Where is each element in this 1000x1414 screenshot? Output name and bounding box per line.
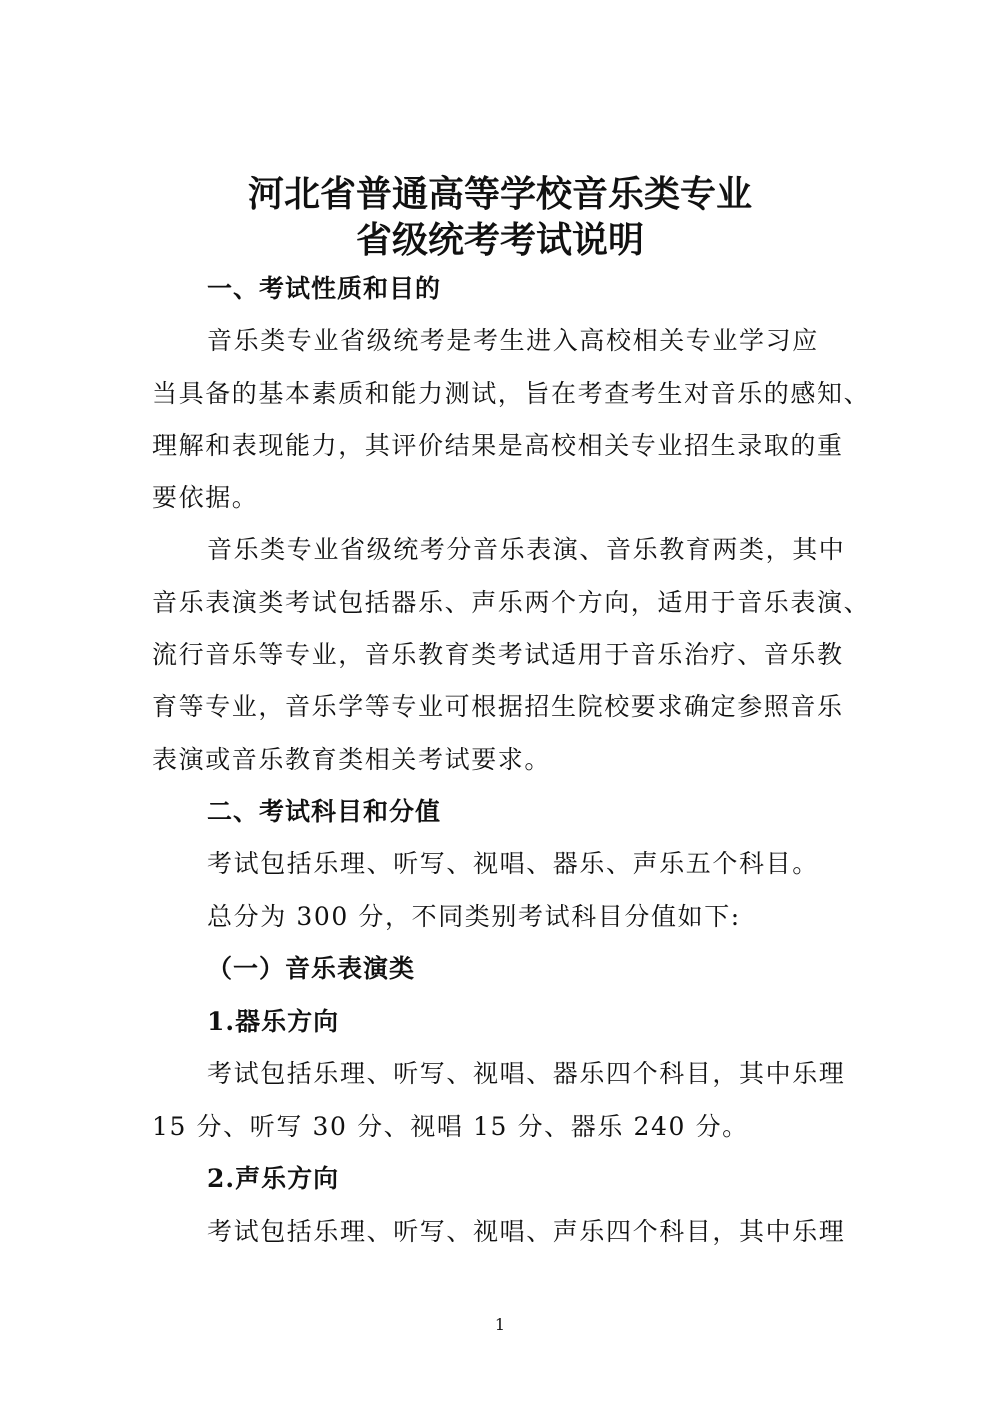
paragraph-line: 要依据。 [152, 483, 259, 512]
section2-heading: 二、考试科目和分值 [207, 797, 442, 826]
paragraph-line: 音乐类专业省级统考是考生进入高校相关专业学习应 [207, 326, 819, 355]
paragraph-line: 音乐类专业省级统考分音乐表演、音乐教育两类，其中 [207, 535, 846, 564]
paragraph-line: 育等专业，音乐学等专业可根据招生院校要求确定参照音乐 [152, 692, 844, 721]
document-title-line1: 河北省普通高等学校音乐类专业 [247, 173, 752, 215]
document-title-line2: 省级统考考试说明 [355, 219, 644, 261]
item-heading: 1.器乐方向 [207, 1007, 340, 1036]
paragraph-line: 理解和表现能力，其评价结果是高校相关专业招生录取的重 [152, 431, 844, 460]
paragraph-line: 表演或音乐教育类相关考试要求。 [152, 745, 552, 774]
section1-heading: 一、考试性质和目的 [207, 274, 442, 303]
item-heading: 2.声乐方向 [207, 1164, 340, 1193]
paragraph-line: 总分为 300 分，不同类别考试科目分值如下: [207, 902, 741, 931]
paragraph-line: 考试包括乐理、听写、视唱、声乐四个科目，其中乐理 [207, 1217, 846, 1246]
paragraph-line: 15 分、听写 30 分、视唱 15 分、器乐 240 分。 [152, 1112, 749, 1141]
paragraph-line: 音乐表演类考试包括器乐、声乐两个方向，适用于音乐表演、 [152, 588, 871, 617]
paragraph-line: 流行音乐等专业，音乐教育类考试适用于音乐治疗、音乐教 [152, 640, 844, 669]
page-number: 1 [494, 1315, 506, 1334]
subsection-heading: （一）音乐表演类 [207, 954, 416, 983]
paragraph-line: 考试包括乐理、听写、视唱、器乐、声乐五个科目。 [207, 849, 819, 878]
paragraph-line: 考试包括乐理、听写、视唱、器乐四个科目，其中乐理 [207, 1059, 846, 1088]
paragraph-line: 当具备的基本素质和能力测试，旨在考查考生对音乐的感知、 [152, 379, 871, 408]
